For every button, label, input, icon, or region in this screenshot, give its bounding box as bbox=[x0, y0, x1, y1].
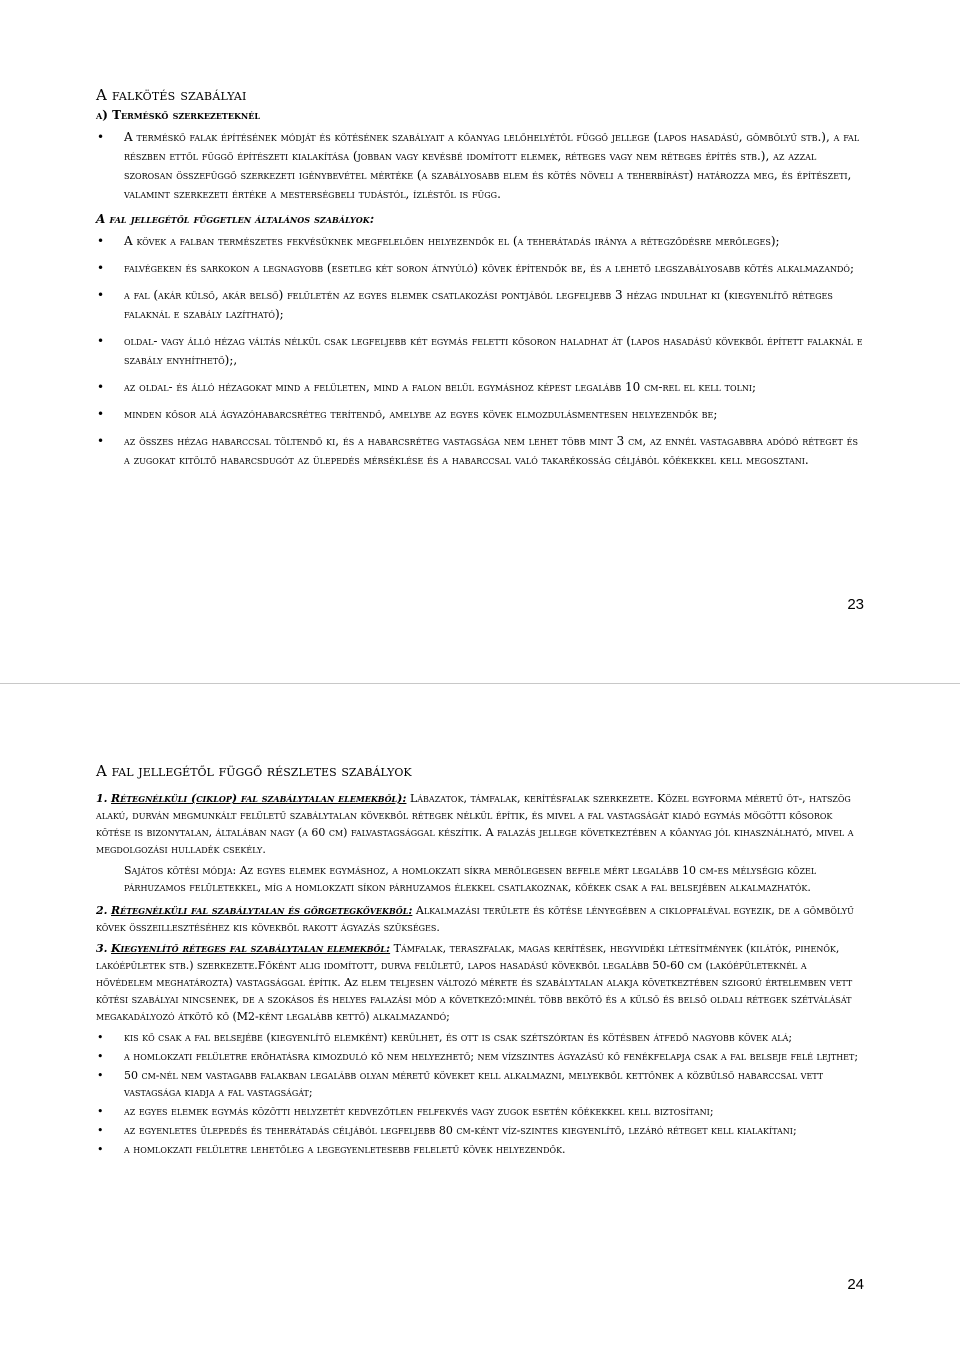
bullet-icon: • bbox=[97, 334, 105, 348]
page-24 bbox=[0, 684, 960, 1367]
item-text: Támfalak, teraszfalak, magas kerítések, hegyvidéki létesítmények (kilátók, pihenők, lakóépületek stb.) szerkezete.Főként alig idomított, durva felületű, lapos hasadású kövekből legalább 50-60 cm (lakóépületeknél a hővédelem meghatározta) vastagsággal építik. Az elem teljesen változó mérete és szabálytalan alakja következtében szigorú értelemben vett kötési szabályai nincsenek, de a szokásos és helyes falazási mód a következő:minél több bekötő és a külső és belső oldali rétegek szétválását megakadályozó átkötő kő (M2-ként legalább kettő) alkalmazandó; bbox=[96, 942, 853, 1023]
bullet-icon: • bbox=[97, 380, 105, 394]
bullet-icon: • bbox=[97, 130, 105, 144]
rule-text: kis kő csak a fal belsejébe (kiegyenlítő elemként) kerülhet, és ott is csak szétszórtan és kötésben átfedő nagyobb kövek alá; bbox=[124, 1031, 793, 1044]
bullet-icon: • bbox=[97, 407, 105, 421]
rule-text: minden kősor alá ágyazóhabarcsréteg terítendő, amelybe az egyes kövek elmozdulásmentesen helyezendők be; bbox=[124, 407, 718, 421]
rule-text: A kövek a falban természetes fekvésüknek megfelelően helyezendők el (a teherátadás iránya a rétegződésre merőleges); bbox=[124, 234, 780, 248]
rule-text: a homlokzati felületre lehetőleg a legegyenletesebb feleletű kövek helyezendők. bbox=[124, 1143, 566, 1156]
item-number: 3. bbox=[96, 942, 108, 955]
list-item bbox=[96, 286, 864, 324]
numbered-item-2 bbox=[96, 902, 864, 936]
list-item bbox=[96, 1122, 864, 1139]
bullet-icon: • bbox=[97, 1050, 104, 1063]
rule-text: falvégeken és sarkokon a legnagyobb (esetleg két soron átnyúló) kövek építendők be, és a lehető legszabályosabb kötés alkalmazandó; bbox=[124, 261, 855, 275]
item-heading: Kiegyenlítő réteges fal szabálytalan elemekből: bbox=[110, 942, 391, 955]
subsection-title: a) Terméskő szerkezeteknél bbox=[96, 108, 260, 122]
list-item bbox=[96, 378, 864, 397]
numbered-item-1 bbox=[96, 790, 864, 858]
bullet-icon: • bbox=[97, 1143, 104, 1156]
list-item bbox=[96, 1048, 864, 1065]
bullet-icon: • bbox=[97, 261, 105, 275]
item-text: Alkalmazási területe és kötése lényegében a ciklopfaléval egyezik, de a gömbölyű kövek összeillesztéséhez kis kövekből rakott ágyazás szükséges. bbox=[96, 904, 854, 934]
intro-paragraph: A terméskő falak építésének módját és kötésének szabályait a kőanyag lelőhelyétől függő jellege (lapos hasadású, gömbölyű stb.), a fal részben ettől függő építészeti kialakítása (jobban vagy kevésbé idomított elemek, réteges vagy nem réteges építés stb.), az azzal szorosan összefüggő szerkezeti igénybevétel mértéke (a szabályosabb elem és kötés növeli a teherbírást) határozza meg, és építészeti, valamint szerkezeti értéke a mesterségbeli tudástól, ízléstől is függ. bbox=[124, 130, 860, 201]
item-heading: Rétegnélküli fal szabálytalan és görgetegkövekből: bbox=[110, 904, 413, 917]
detail-rules-list bbox=[96, 1029, 864, 1158]
rules-list bbox=[96, 232, 864, 470]
rule-text: az oldal- és álló hézagokat mind a felületen, mind a falon belül egymáshoz képest legalább 10 cm-rel el kell tolni; bbox=[124, 380, 757, 394]
page-number: 23 bbox=[847, 596, 864, 613]
list-item bbox=[96, 332, 864, 370]
section-heading: A fal jellegétől független általános szabályok: bbox=[96, 212, 375, 226]
bullet-icon: • bbox=[97, 1105, 104, 1118]
list-item bbox=[96, 432, 864, 470]
rule-text: 50 cm-nél nem vastagabb falakban legalább olyan méretű köveket kell alkalmazni, melyekből kettőnek a közbülső habarccsal vett vastagsága kiadja a fal vastagságát; bbox=[124, 1069, 824, 1099]
list-item bbox=[96, 128, 864, 204]
rule-text: az egyenletes ülepedés és teherátadás céljából legfeljebb 80 cm-ként víz-szintes kiegyenlítő, lezáró réteget kell kialakítani; bbox=[124, 1124, 797, 1137]
bullet-icon: • bbox=[97, 234, 105, 248]
page-number: 24 bbox=[847, 1276, 864, 1293]
bullet-icon: • bbox=[97, 1031, 104, 1044]
page-title: A falkötés szabályai bbox=[96, 86, 247, 104]
list-item bbox=[96, 1029, 864, 1046]
page-24-content bbox=[96, 762, 864, 1160]
list-item bbox=[96, 405, 864, 424]
page-23 bbox=[0, 0, 960, 683]
page-title: A fal jellegétől függő részletes szabályok bbox=[96, 762, 412, 780]
item-number: 2. bbox=[96, 904, 108, 917]
rule-text: az egyes elemek egymás közötti helyzetét kedvezőtlen felfekvés vagy zugok esetén kőékekkel kell biztosítani; bbox=[124, 1105, 714, 1118]
item-heading: Rétegnélküli (ciklop) fal szabálytalan elemekből): bbox=[110, 792, 407, 805]
rule-text: a fal (akár külső, akár belső) felületén az egyes elemek csatlakozási pontjából legfeljebb 3 hézag indulhat ki (kiegyenlítő réteges falaknál e szabály lazítható); bbox=[124, 288, 833, 321]
numbered-item-3 bbox=[96, 940, 864, 1025]
bullet-icon: • bbox=[97, 288, 105, 302]
intro-list bbox=[96, 128, 864, 204]
list-item bbox=[96, 1067, 864, 1101]
rule-text: az összes hézag habarccsal töltendő ki, és a habarcsréteg vastagsága nem lehet több mint 3 cm, az ennél vastagabbra adódó réteget és a zugokat kitöltő habarcsdugót az ülepedés mérséklése és a habarccsal való takarékosság céljából kőékekkel kell megosztani. bbox=[124, 434, 858, 467]
item-extra-paragraph: Sajátos kötési módja: Az egyes elemek egymáshoz, a homlokzati síkra merőlegesen befele mért legalább 10 cm-es mélységig közel párhuzamos felületekkel, míg a homlokzati síkon párhuzamos élekkel csatlakoznak, kőékek csak a fal belsejében alkalmazhatók. bbox=[124, 864, 817, 894]
item-text: Lábazatok, támfalak, kerítésfalak szerkezete. Közel egyforma méretű öt-, hatszög alakú, durván megmunkált felületű szabálytalan kövekből rétegek nélkül építik, és mivel a fal vastagságát kiadó egymás mögötti kősorok kötése is bizonytalan, általában nagy (a 60 cm) falvastagsággal készítik. A falazás jellege következtében a kőanyag jól kihasználható, mivel a megdolgozási hulladék csekély. bbox=[96, 792, 854, 856]
bullet-icon: • bbox=[97, 1124, 104, 1137]
rule-text: oldal- vagy álló hézag váltás nélkül csak legfeljebb két egymás feletti kősoron haladhat át (lapos hasadású kövekből épített falaknál e szabály enyhíthető);, bbox=[124, 334, 863, 367]
page-23-content bbox=[96, 86, 864, 478]
bullet-icon: • bbox=[97, 434, 105, 448]
list-item bbox=[96, 1141, 864, 1158]
item-number: 1. bbox=[96, 792, 108, 805]
list-item bbox=[96, 1103, 864, 1120]
bullet-icon: • bbox=[97, 1069, 104, 1082]
list-item bbox=[96, 232, 864, 251]
list-item bbox=[96, 259, 864, 278]
rule-text: a homlokzati felületre erőhatásra kimozduló kő nem helyezhető; nem vízszintes ágyazású kő fenékfelapja csak a fal belseje felé lejthet; bbox=[124, 1050, 859, 1063]
